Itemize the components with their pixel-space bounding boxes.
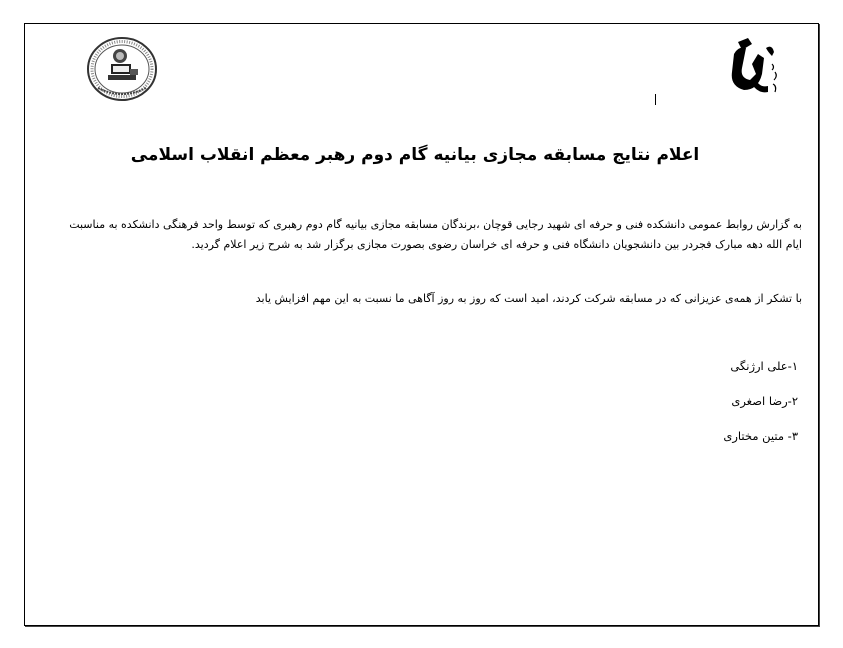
document-title: اعلام نتایج مسابقه مجازی بیانیه گام دوم رهبر معظم انقلاب اسلامی	[130, 145, 700, 165]
winner-item-2: ۲-رضا اصغری	[731, 394, 798, 408]
winner-item-1: ۱-علی ارژنگی	[730, 359, 798, 373]
page-frame	[24, 23, 819, 626]
winner-item-3: ۳- متین مختاری	[723, 429, 798, 443]
winners-list	[560, 356, 800, 461]
text-cursor	[655, 94, 656, 105]
technical-vocational-university-logo-icon	[728, 34, 784, 102]
university-seal-icon	[86, 36, 158, 102]
announcement-paragraph: به گزارش روابط عمومی دانشکده فنی و حرفه ای شهید رجایی قوچان ،برندگان مسابقه مجازی بیانیه گام دوم رهبری که توسط واحد فرهنگی دانشکده به مناسبت ایام الله دهه مبارک فجردر بین دانشجویان دانشگاه فنی و حرفه ای خراسان رضوی بصورت مجازی برگزار شد به شرح زیر اعلام گردید.	[69, 218, 802, 251]
thanks-paragraph: با تشکر از همه‌ی عزیزانی که در مسابقه شرکت کردند، امید است که روز به روز آگاهی ما نسبت به این مهم افزایش یابد	[255, 292, 802, 305]
